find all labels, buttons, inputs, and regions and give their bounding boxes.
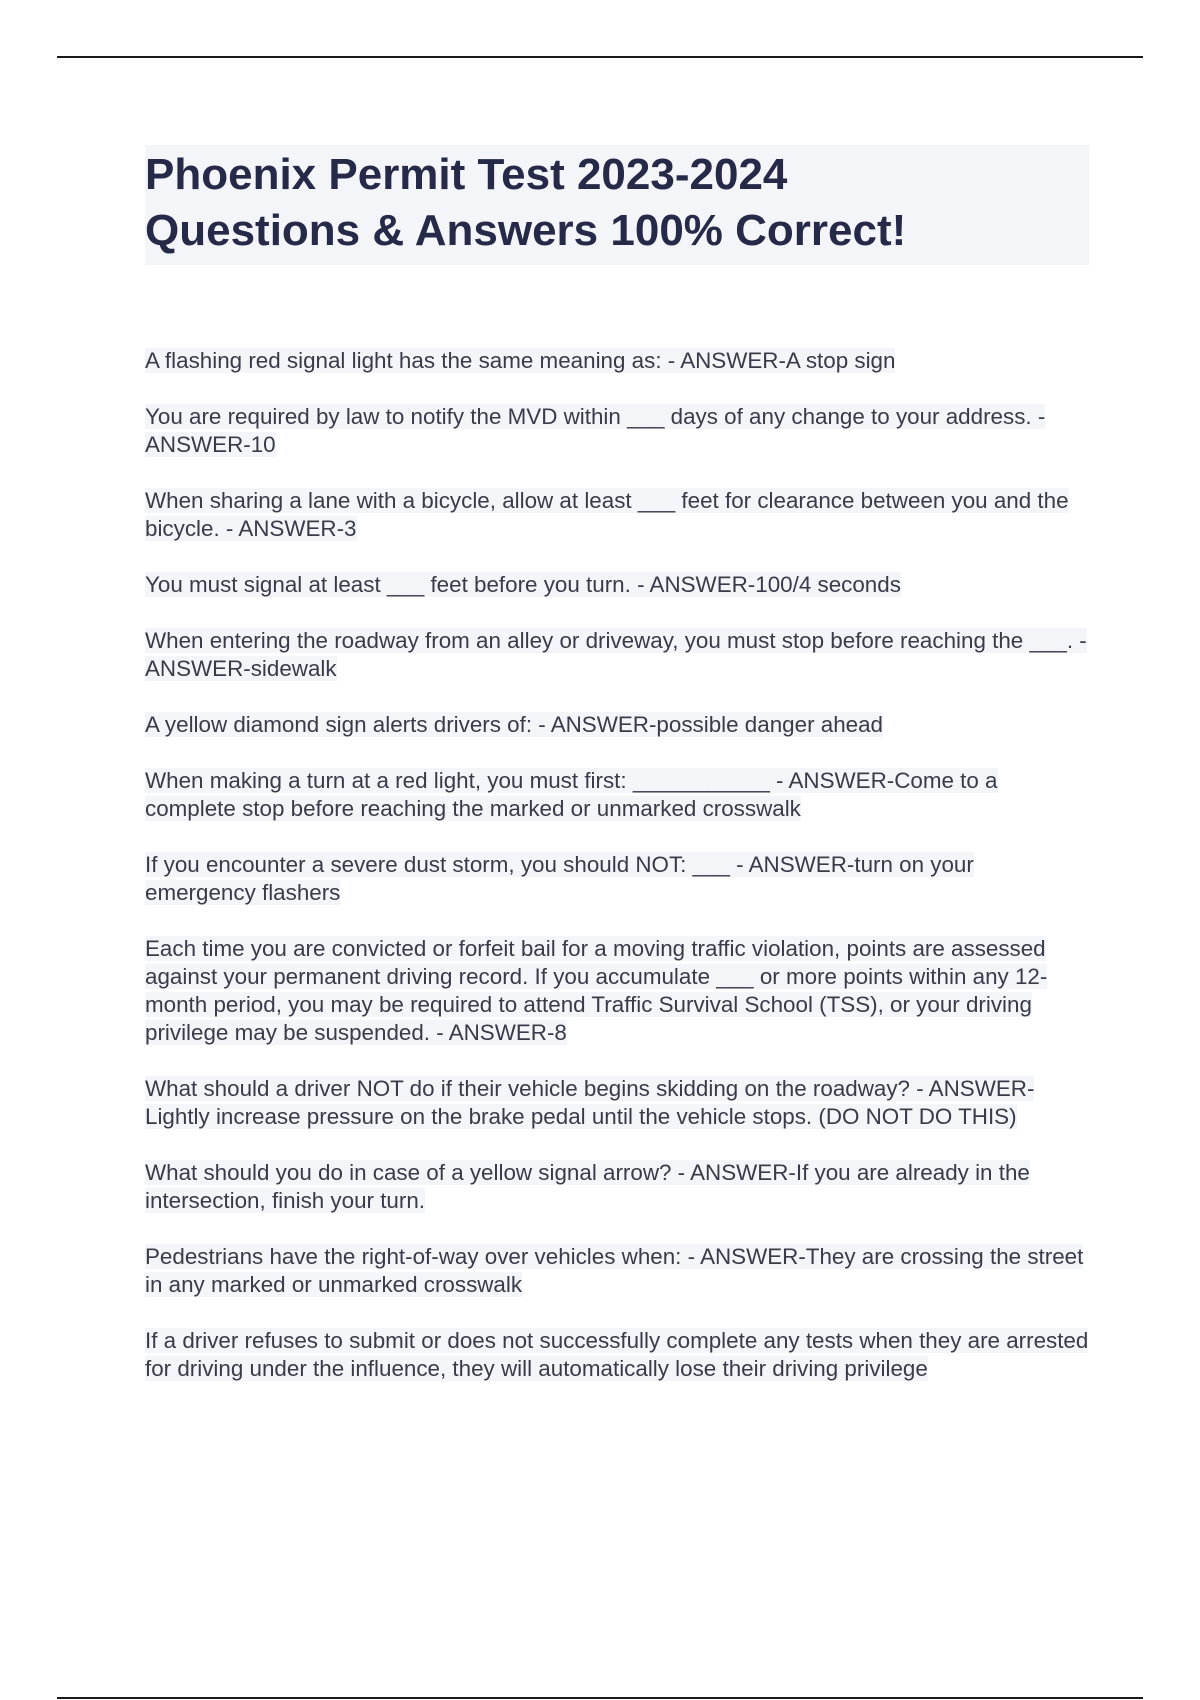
- title-line-1: Phoenix Permit Test 2023-2024: [145, 150, 788, 199]
- qa-text: When entering the roadway from an alley or driveway, you must stop before reaching the ___. - ANSWER-sidewalk: [145, 628, 1087, 681]
- title-block: [145, 145, 1089, 265]
- document-body: [145, 145, 1089, 1411]
- bottom-rule: [57, 1697, 1143, 1699]
- qa-text: If a driver refuses to submit or does not successfully complete any tests when they are arrested for driving under the influence, they will automatically lose their driving privilege: [145, 1328, 1089, 1381]
- qa-item: [145, 571, 1089, 599]
- qa-item: [145, 1327, 1089, 1383]
- document-title: [145, 147, 1089, 259]
- qa-item: [145, 1075, 1089, 1131]
- qa-text: What should you do in case of a yellow signal arrow? - ANSWER-If you are already in the intersection, finish your turn.: [145, 1160, 1030, 1213]
- qa-text: Each time you are convicted or forfeit bail for a moving traffic violation, points are assessed against your permanent driving record. If you accumulate ___ or more points within any 12-month period, you may be required to attend Traffic Survival School (TSS), or your driving privilege may be suspended. - ANSWER-8: [145, 936, 1048, 1045]
- qa-list: [145, 347, 1089, 1383]
- qa-text: You must signal at least ___ feet before you turn. - ANSWER-100/4 seconds: [145, 572, 901, 597]
- qa-item: [145, 851, 1089, 907]
- qa-text: When making a turn at a red light, you must first: ___________ - ANSWER-Come to a complete stop before reaching the marked or unmarked crosswalk: [145, 768, 998, 821]
- qa-item: [145, 627, 1089, 683]
- qa-text: When sharing a lane with a bicycle, allow at least ___ feet for clearance between you and the bicycle. - ANSWER-3: [145, 488, 1069, 541]
- qa-item: [145, 347, 1089, 375]
- qa-text: Pedestrians have the right-of-way over vehicles when: - ANSWER-They are crossing the street in any marked or unmarked crosswalk: [145, 1244, 1084, 1297]
- qa-item: [145, 1243, 1089, 1299]
- qa-text: A flashing red signal light has the same meaning as: - ANSWER-A stop sign: [145, 348, 896, 373]
- qa-item: [145, 935, 1089, 1047]
- qa-text: What should a driver NOT do if their vehicle begins skidding on the roadway? - ANSWER-Lightly increase pressure on the brake pedal until the vehicle stops. (DO NOT DO THIS): [145, 1076, 1035, 1129]
- qa-text: If you encounter a severe dust storm, you should NOT: ___ - ANSWER-turn on your emergency flashers: [145, 852, 974, 905]
- qa-item: [145, 767, 1089, 823]
- qa-text: A yellow diamond sign alerts drivers of: - ANSWER-possible danger ahead: [145, 712, 884, 737]
- qa-item: [145, 403, 1089, 459]
- qa-item: [145, 487, 1089, 543]
- qa-text: You are required by law to notify the MVD within ___ days of any change to your address. - ANSWER-10: [145, 404, 1046, 457]
- qa-item: [145, 1159, 1089, 1215]
- title-line-2: Questions & Answers 100% Correct!: [145, 206, 907, 255]
- top-rule: [57, 56, 1143, 58]
- qa-item: [145, 711, 1089, 739]
